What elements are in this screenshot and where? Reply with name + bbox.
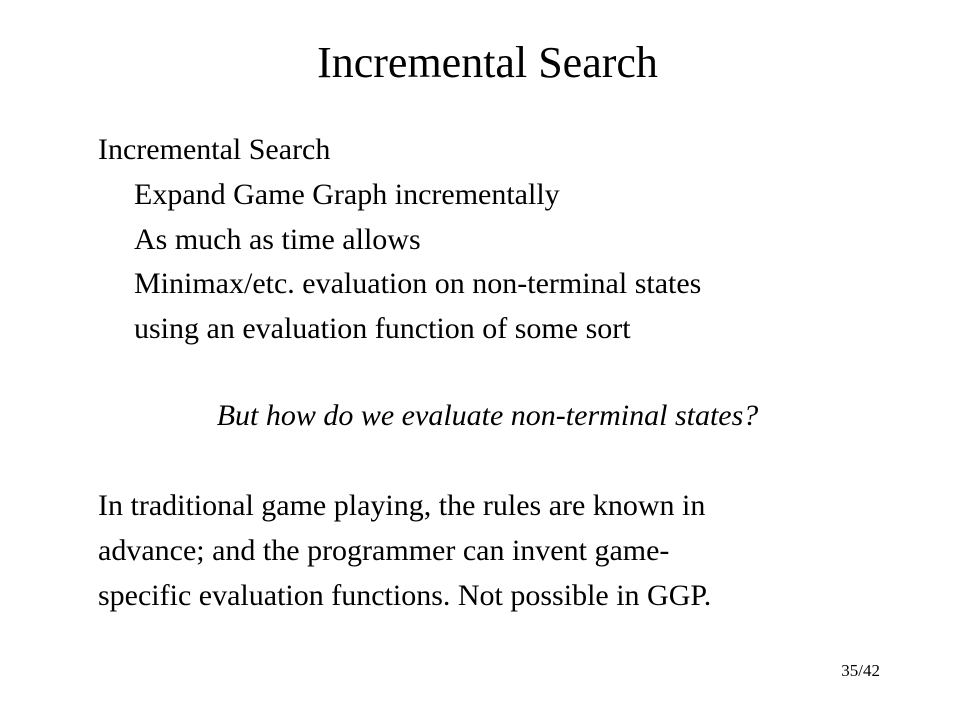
slide-title: Incremental Search xyxy=(317,38,658,87)
bullet-line-1: Expand Game Graph incrementally xyxy=(134,178,560,211)
paragraph-line-2: advance; and the programmer can invent game- xyxy=(98,534,670,567)
section-heading: Incremental Search xyxy=(98,133,331,166)
bullet-line-4: using an evaluation function of some sort xyxy=(134,312,631,345)
bullet-line-3: Minimax/etc. evaluation on non-terminal states xyxy=(134,267,702,300)
paragraph-line-1: In traditional game playing, the rules are known in xyxy=(98,489,706,522)
question-text: But how do we evaluate non-terminal states? xyxy=(216,399,759,432)
paragraph-line-3: specific evaluation functions. Not possible in GGP. xyxy=(98,579,712,612)
bullet-line-2: As much as time allows xyxy=(134,223,421,256)
page-number: 35/42 xyxy=(841,661,880,680)
